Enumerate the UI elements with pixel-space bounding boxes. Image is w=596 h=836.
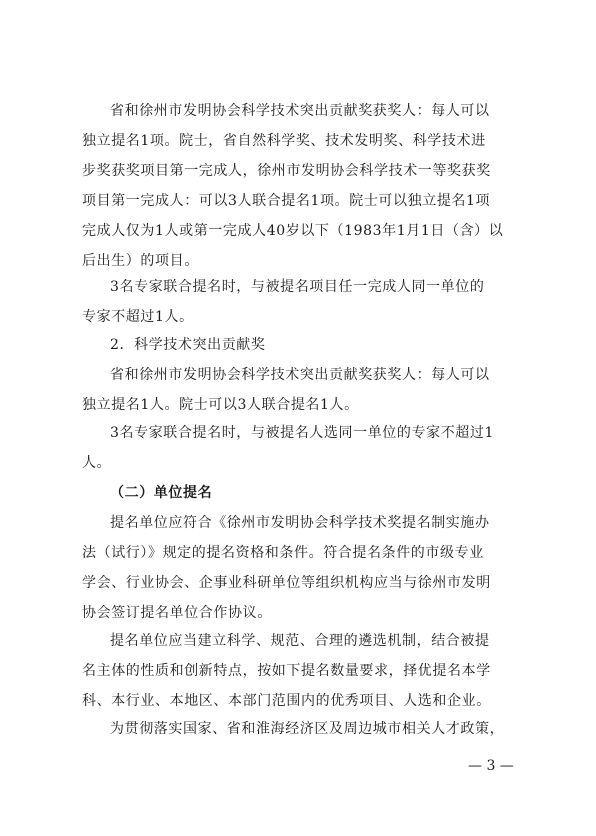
heading-outstanding-contribution-award xyxy=(82,330,522,360)
paragraph-unit-requirements xyxy=(82,508,522,628)
page-number: — 3 — xyxy=(468,758,514,774)
paragraph-expert-joint-nomination xyxy=(82,272,522,332)
text-line: 后出生）的项目。 xyxy=(82,253,199,269)
text-line: 完成人仅为1人或第一完成人40岁以下（1983年1月1日（含）以 xyxy=(82,223,504,239)
text-line: 省和徐州市发明协会科学技术突出贡献奖获奖人：每人可以 xyxy=(110,367,490,383)
text-line: 法（试行）》规定的提名资格和条件。符合提名条件的市级专业 xyxy=(82,545,484,561)
text-line: 提名单位应符合《徐州市发明协会科学技术奖提名制实施办 xyxy=(110,515,490,531)
section-heading: （二）单位提名 xyxy=(110,485,213,501)
heading-unit-nomination xyxy=(82,478,522,508)
text-line: 3名专家联合提名时，与被提名项目任一完成人同一单位的 xyxy=(110,279,485,295)
text-line: 项目第一完成人：可以3人联合提名1项。院士可以独立提名1项 xyxy=(82,193,491,209)
text-line: 学会、行业协会、企事业科研单位等组织机构应当与徐州市发明 xyxy=(82,575,491,591)
text-line: 独立提名1项。院士，省自然科学奖、技术发明奖、科学技术进 xyxy=(82,133,486,149)
text-line: 科、本行业、本地区、本部门范围内的优秀项目、人选和企业。 xyxy=(82,693,491,709)
paragraph-expert-same-unit-limit xyxy=(82,418,522,478)
paragraph-individual-nomination-rules xyxy=(82,96,522,276)
text-line: 为贯彻落实国家、省和淮海经济区及周边城市相关人才政策， xyxy=(110,721,505,737)
text-line: 省和徐州市发明协会科学技术突出贡献奖获奖人：每人可以 xyxy=(110,103,490,119)
text-line: 3名专家联合提名时，与被提名人选同一单位的专家不超过1 xyxy=(110,425,495,441)
text-line: 独立提名1人。院士可以3人联合提名1人。 xyxy=(82,397,359,413)
paragraph-selection-mechanism xyxy=(82,626,522,716)
text-line: 提名单位应当建立科学、规范、合理的遴选机制，结合被提 xyxy=(110,633,490,649)
text-line: 协会签订提名单位合作协议。 xyxy=(82,605,272,621)
section-heading: 2．科学技术突出贡献奖 xyxy=(110,337,266,353)
text-line: 步奖获奖项目第一完成人，徐州市发明协会科学技术一等奖获奖 xyxy=(82,163,491,179)
text-line: 人。 xyxy=(82,455,112,471)
paragraph-talent-policy xyxy=(82,714,522,744)
paragraph-contribution-award-nomination xyxy=(82,360,522,420)
text-line: 专家不超过1人。 xyxy=(82,309,194,325)
text-line: 名主体的性质和创新特点，按如下提名数量要求，择优提名本学 xyxy=(82,663,491,679)
